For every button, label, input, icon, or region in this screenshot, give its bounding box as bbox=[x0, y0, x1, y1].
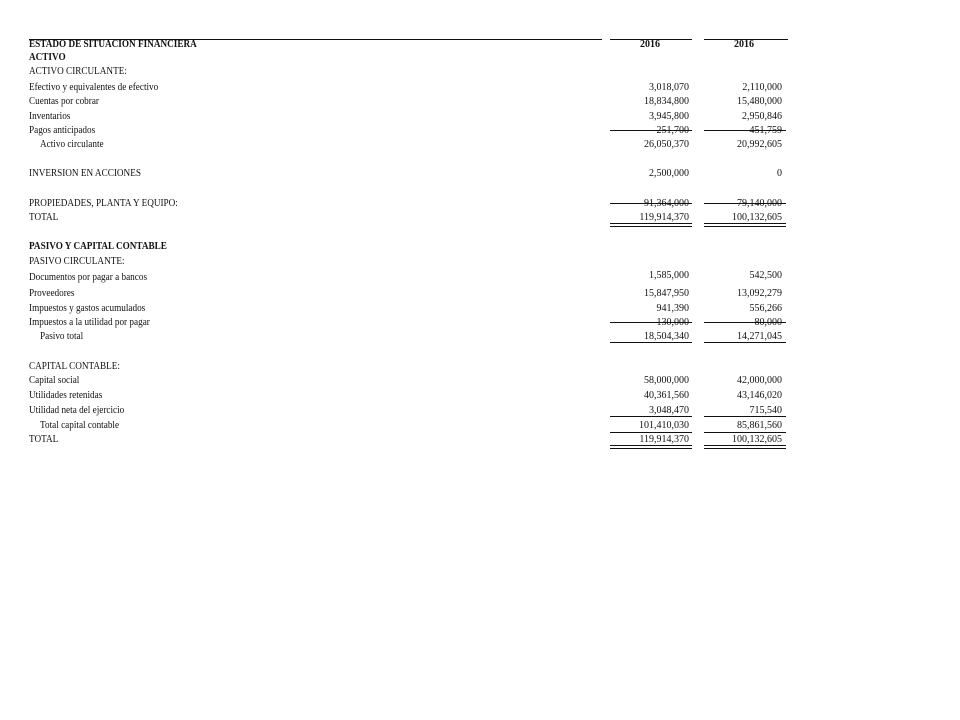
activo-circulante-title: ACTIVO CIRCULANTE: bbox=[29, 66, 127, 77]
value-col1: 941,390 bbox=[656, 303, 689, 314]
value-col2: 13,092,279 bbox=[737, 288, 782, 299]
value-col1: 3,018,070 bbox=[649, 82, 689, 93]
subtotal-rule bbox=[610, 130, 692, 131]
value-col1: 119,914,370 bbox=[639, 434, 689, 445]
pasivo-circulante-title: PASIVO CIRCULANTE: bbox=[29, 256, 125, 267]
subtotal-rule bbox=[610, 416, 692, 417]
row-propiedades bbox=[0, 197, 800, 211]
total-double-rule bbox=[610, 223, 692, 224]
row-impuestos-gastos bbox=[0, 302, 800, 316]
total-double-rule bbox=[610, 226, 692, 227]
pasivo-circulante-title-row bbox=[0, 255, 800, 269]
row-pagos-anticipados bbox=[0, 124, 800, 138]
activo-circulante-title-row bbox=[0, 65, 800, 79]
subtotal-rule bbox=[704, 130, 786, 131]
value-col2: 715,540 bbox=[749, 405, 782, 416]
value-col2: 0 bbox=[777, 168, 782, 179]
total-double-rule bbox=[704, 223, 786, 224]
subtotal-rule bbox=[610, 203, 692, 204]
value-col2: 42,000,000 bbox=[737, 375, 782, 386]
value-col2: 556,266 bbox=[749, 303, 782, 314]
row-inventarios bbox=[0, 110, 800, 124]
row-utilidades-retenidas bbox=[0, 389, 800, 403]
value-col1: 119,914,370 bbox=[639, 212, 689, 223]
value-col2: 15,480,000 bbox=[737, 96, 782, 107]
row-label: Impuestos a la utilidad por pagar bbox=[29, 317, 150, 328]
row-total-capital bbox=[0, 419, 800, 433]
activo-title-row bbox=[0, 51, 800, 65]
value-col2: 542,500 bbox=[749, 270, 782, 281]
row-label: Capital social bbox=[29, 375, 80, 386]
row-label: TOTAL bbox=[29, 434, 59, 445]
row-impuestos-utilidad bbox=[0, 316, 800, 330]
row-label: INVERSION EN ACCIONES bbox=[29, 168, 141, 179]
row-cuentas-por-cobrar bbox=[0, 95, 800, 109]
row-activo-circulante bbox=[0, 138, 800, 152]
total-double-rule bbox=[704, 448, 786, 449]
value-col2: 80,000 bbox=[754, 317, 782, 328]
value-col1: 15,847,950 bbox=[644, 288, 689, 299]
row-label: Proveedores bbox=[29, 288, 75, 299]
capital-title: CAPITAL CONTABLE: bbox=[29, 361, 120, 372]
row-label: PROPIEDADES, PLANTA Y EQUIPO: bbox=[29, 198, 178, 209]
subtotal-rule bbox=[610, 322, 692, 323]
value-col1: 3,048,470 bbox=[649, 405, 689, 416]
row-label: Total capital contable bbox=[40, 420, 120, 431]
value-col1: 101,410,030 bbox=[639, 420, 689, 431]
header-row bbox=[0, 38, 800, 52]
value-col1: 130,000 bbox=[656, 317, 689, 328]
value-col2: 2,110,000 bbox=[742, 82, 782, 93]
value-col1: 91,364,000 bbox=[644, 198, 689, 209]
row-capital-social bbox=[0, 374, 800, 388]
row-label: Documentos por pagar a bancos bbox=[29, 272, 148, 283]
value-col2: 20,992,605 bbox=[737, 139, 782, 150]
subtotal-rule bbox=[610, 342, 692, 343]
value-col1: 18,504,340 bbox=[644, 331, 689, 342]
value-col1: 3,945,800 bbox=[649, 111, 689, 122]
row-label: Utilidad neta del ejercicio bbox=[29, 405, 125, 416]
subtotal-rule bbox=[704, 203, 786, 204]
total-double-rule bbox=[610, 448, 692, 449]
pasivo-title: PASIVO Y CAPITAL CONTABLE bbox=[29, 241, 167, 252]
activo-title: ACTIVO bbox=[29, 52, 66, 63]
row-label: TOTAL bbox=[29, 212, 59, 223]
row-documentos bbox=[0, 271, 800, 285]
row-label: Pasivo total bbox=[40, 331, 84, 342]
row-label: Efectivo y equivalentes de efectivo bbox=[29, 82, 159, 93]
value-col1: 58,000,000 bbox=[644, 375, 689, 386]
row-efectivo bbox=[0, 81, 800, 95]
row-proveedores bbox=[0, 287, 800, 301]
subtotal-rule bbox=[704, 416, 786, 417]
row-label: Activo circulante bbox=[40, 139, 104, 150]
value-col2: 43,146,020 bbox=[737, 390, 782, 401]
value-col2: 2,950,846 bbox=[742, 111, 782, 122]
row-label: Utilidades retenidas bbox=[29, 390, 103, 401]
row-label: Pagos anticipados bbox=[29, 125, 96, 136]
value-col1: 1,585,000 bbox=[649, 270, 689, 281]
value-col1: 26,050,370 bbox=[644, 139, 689, 150]
value-col2: 85,861,560 bbox=[737, 420, 782, 431]
column-header-2: 2016 bbox=[734, 39, 754, 50]
subtotal-rule bbox=[704, 342, 786, 343]
value-col2: 100,132,605 bbox=[732, 212, 782, 223]
value-col2: 79,140,000 bbox=[737, 198, 782, 209]
row-label: Cuentas por cobrar bbox=[29, 96, 100, 107]
value-col1: 251,700 bbox=[656, 125, 689, 136]
value-col1: 2,500,000 bbox=[649, 168, 689, 179]
row-label: Impuestos y gastos acumulados bbox=[29, 303, 146, 314]
total-double-rule bbox=[704, 445, 786, 446]
total-double-rule bbox=[610, 445, 692, 446]
value-col1: 18,834,800 bbox=[644, 96, 689, 107]
value-col2: 14,271,045 bbox=[737, 331, 782, 342]
value-col2: 451,759 bbox=[749, 125, 782, 136]
value-col2: 100,132,605 bbox=[732, 434, 782, 445]
row-label: Inventarios bbox=[29, 111, 71, 122]
statement-title: ESTADO DE SITUACION FINANCIERA bbox=[29, 39, 197, 50]
total-double-rule bbox=[704, 226, 786, 227]
value-col1: 40,361,560 bbox=[644, 390, 689, 401]
subtotal-rule bbox=[704, 322, 786, 323]
column-header-1: 2016 bbox=[640, 39, 660, 50]
pasivo-title-row bbox=[0, 240, 800, 254]
row-inversion-acciones bbox=[0, 167, 800, 181]
capital-title-row bbox=[0, 360, 800, 374]
